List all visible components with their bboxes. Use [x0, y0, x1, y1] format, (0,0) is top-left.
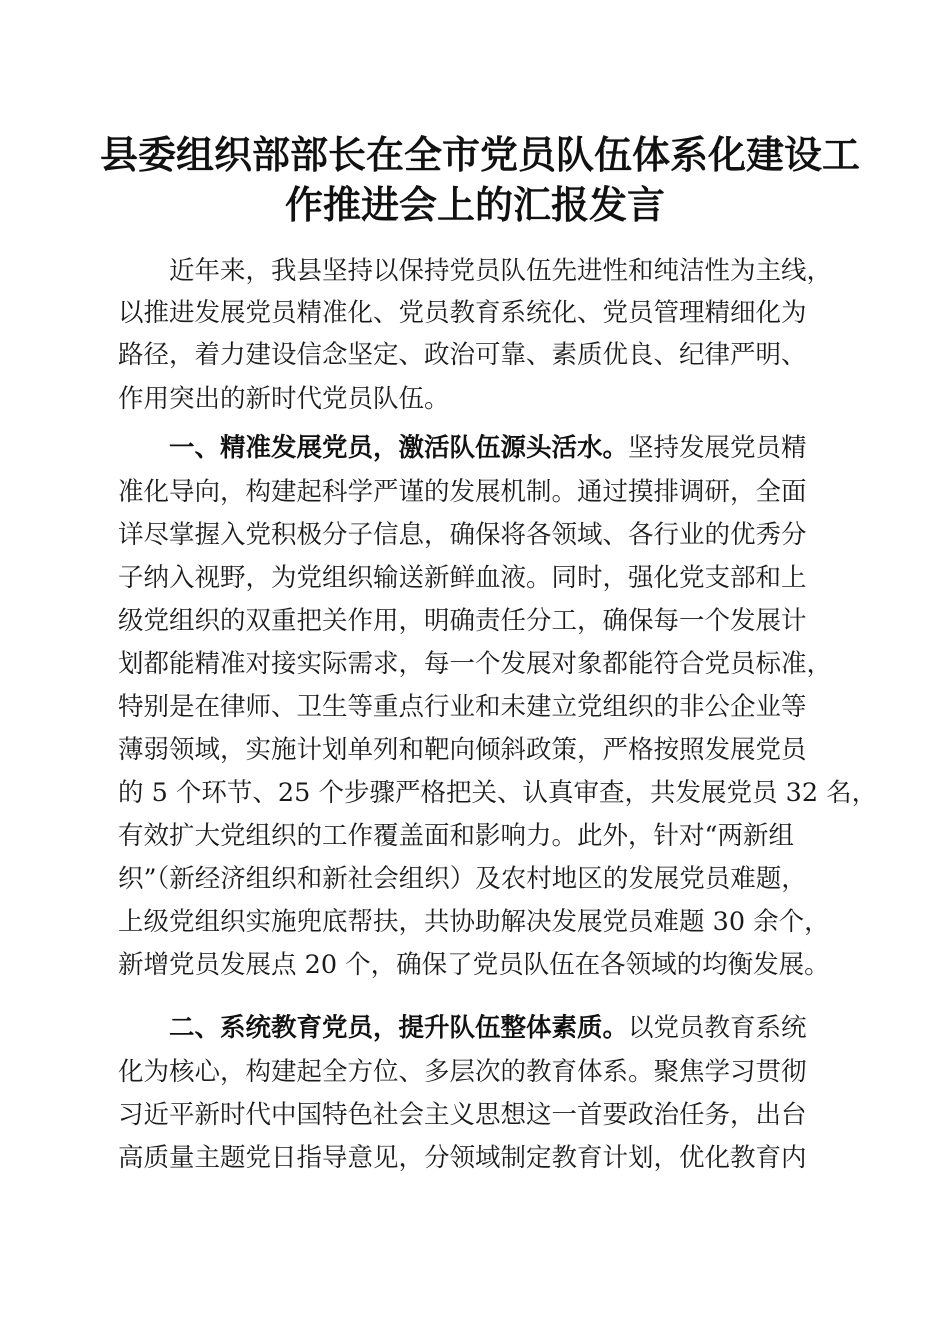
section2-first-line: [169, 1010, 807, 1046]
section1-line: 新增党员发展点 20 个，确保了党员队伍在各领域的均衡发展。: [118, 950, 830, 980]
section2-line: 化为核心，构建起全方位、多层次的教育体系。聚焦学习贯彻: [118, 1057, 807, 1087]
section1-first-line: [169, 430, 807, 466]
section1-line: 准化导向，构建起科学严谨的发展机制。通过摸排调研，全面: [118, 477, 807, 507]
section1-line: 特别是在律师、卫生等重点行业和未建立党组织的非公企业等: [118, 692, 807, 722]
title-line: 作推进会上的汇报发言: [284, 182, 665, 227]
section2-line: 高质量主题党日指导意见，分领域制定教育计划，优化教育内: [118, 1143, 807, 1173]
section1-line: 上级党组织实施兜底帮扶，共协助解决发展党员难题 30 余个，: [118, 907, 830, 937]
section1-line: 有效扩大党组织的工作覆盖面和影响力。此外，针对“两新组: [118, 821, 795, 851]
intro-line: 以推进发展党员精准化、党员教育系统化、党员管理精细化为: [118, 298, 807, 328]
section1-line: 级党组织的双重把关作用，明确责任分工，确保每一个发展计: [118, 606, 807, 636]
section1-line: 的 5 个环节、25 个步骤严格把关、认真审查，共发展党员 32 名，: [118, 778, 878, 808]
section1-heading: 一、精准发展党员，激活队伍源头活水。: [169, 433, 629, 463]
intro-line: 近年来，我县坚持以保持党员队伍先进性和纯洁性为主线，: [169, 256, 833, 286]
section1-first-line-text: 坚持发展党员精: [628, 433, 807, 463]
section1-line: 薄弱领域，实施计划单列和靶向倾斜政策，严格按照发展党员: [118, 735, 807, 765]
section2-heading: 二、系统教育党员，提升队伍整体素质。: [169, 1013, 629, 1043]
section1-line: 详尽掌握入党积极分子信息，确保将各领域、各行业的优秀分: [118, 520, 807, 550]
section2-line: 习近平新时代中国特色社会主义思想这一首要政治任务，出台: [118, 1100, 807, 1130]
section1-line: 子纳入视野，为党组织输送新鲜血液。同时，强化党支部和上: [118, 563, 807, 593]
section2-first-line-text: 以党员教育系统: [628, 1013, 807, 1043]
document-title: [100, 130, 861, 230]
section1-line: 划都能精准对接实际需求，每一个发展对象都能符合党员标准，: [118, 649, 833, 679]
title-line: 县委组织部部长在全市党员队伍体系化建设工: [100, 132, 861, 177]
intro-line: 路径，着力建设信念坚定、政治可靠、素质优良、纪律严明、: [118, 340, 807, 370]
section1-line: 织”（新经济组织和新社会组织）及农村地区的发展党员难题，: [118, 864, 807, 894]
intro-line: 作用突出的新时代党员队伍。: [118, 384, 450, 414]
